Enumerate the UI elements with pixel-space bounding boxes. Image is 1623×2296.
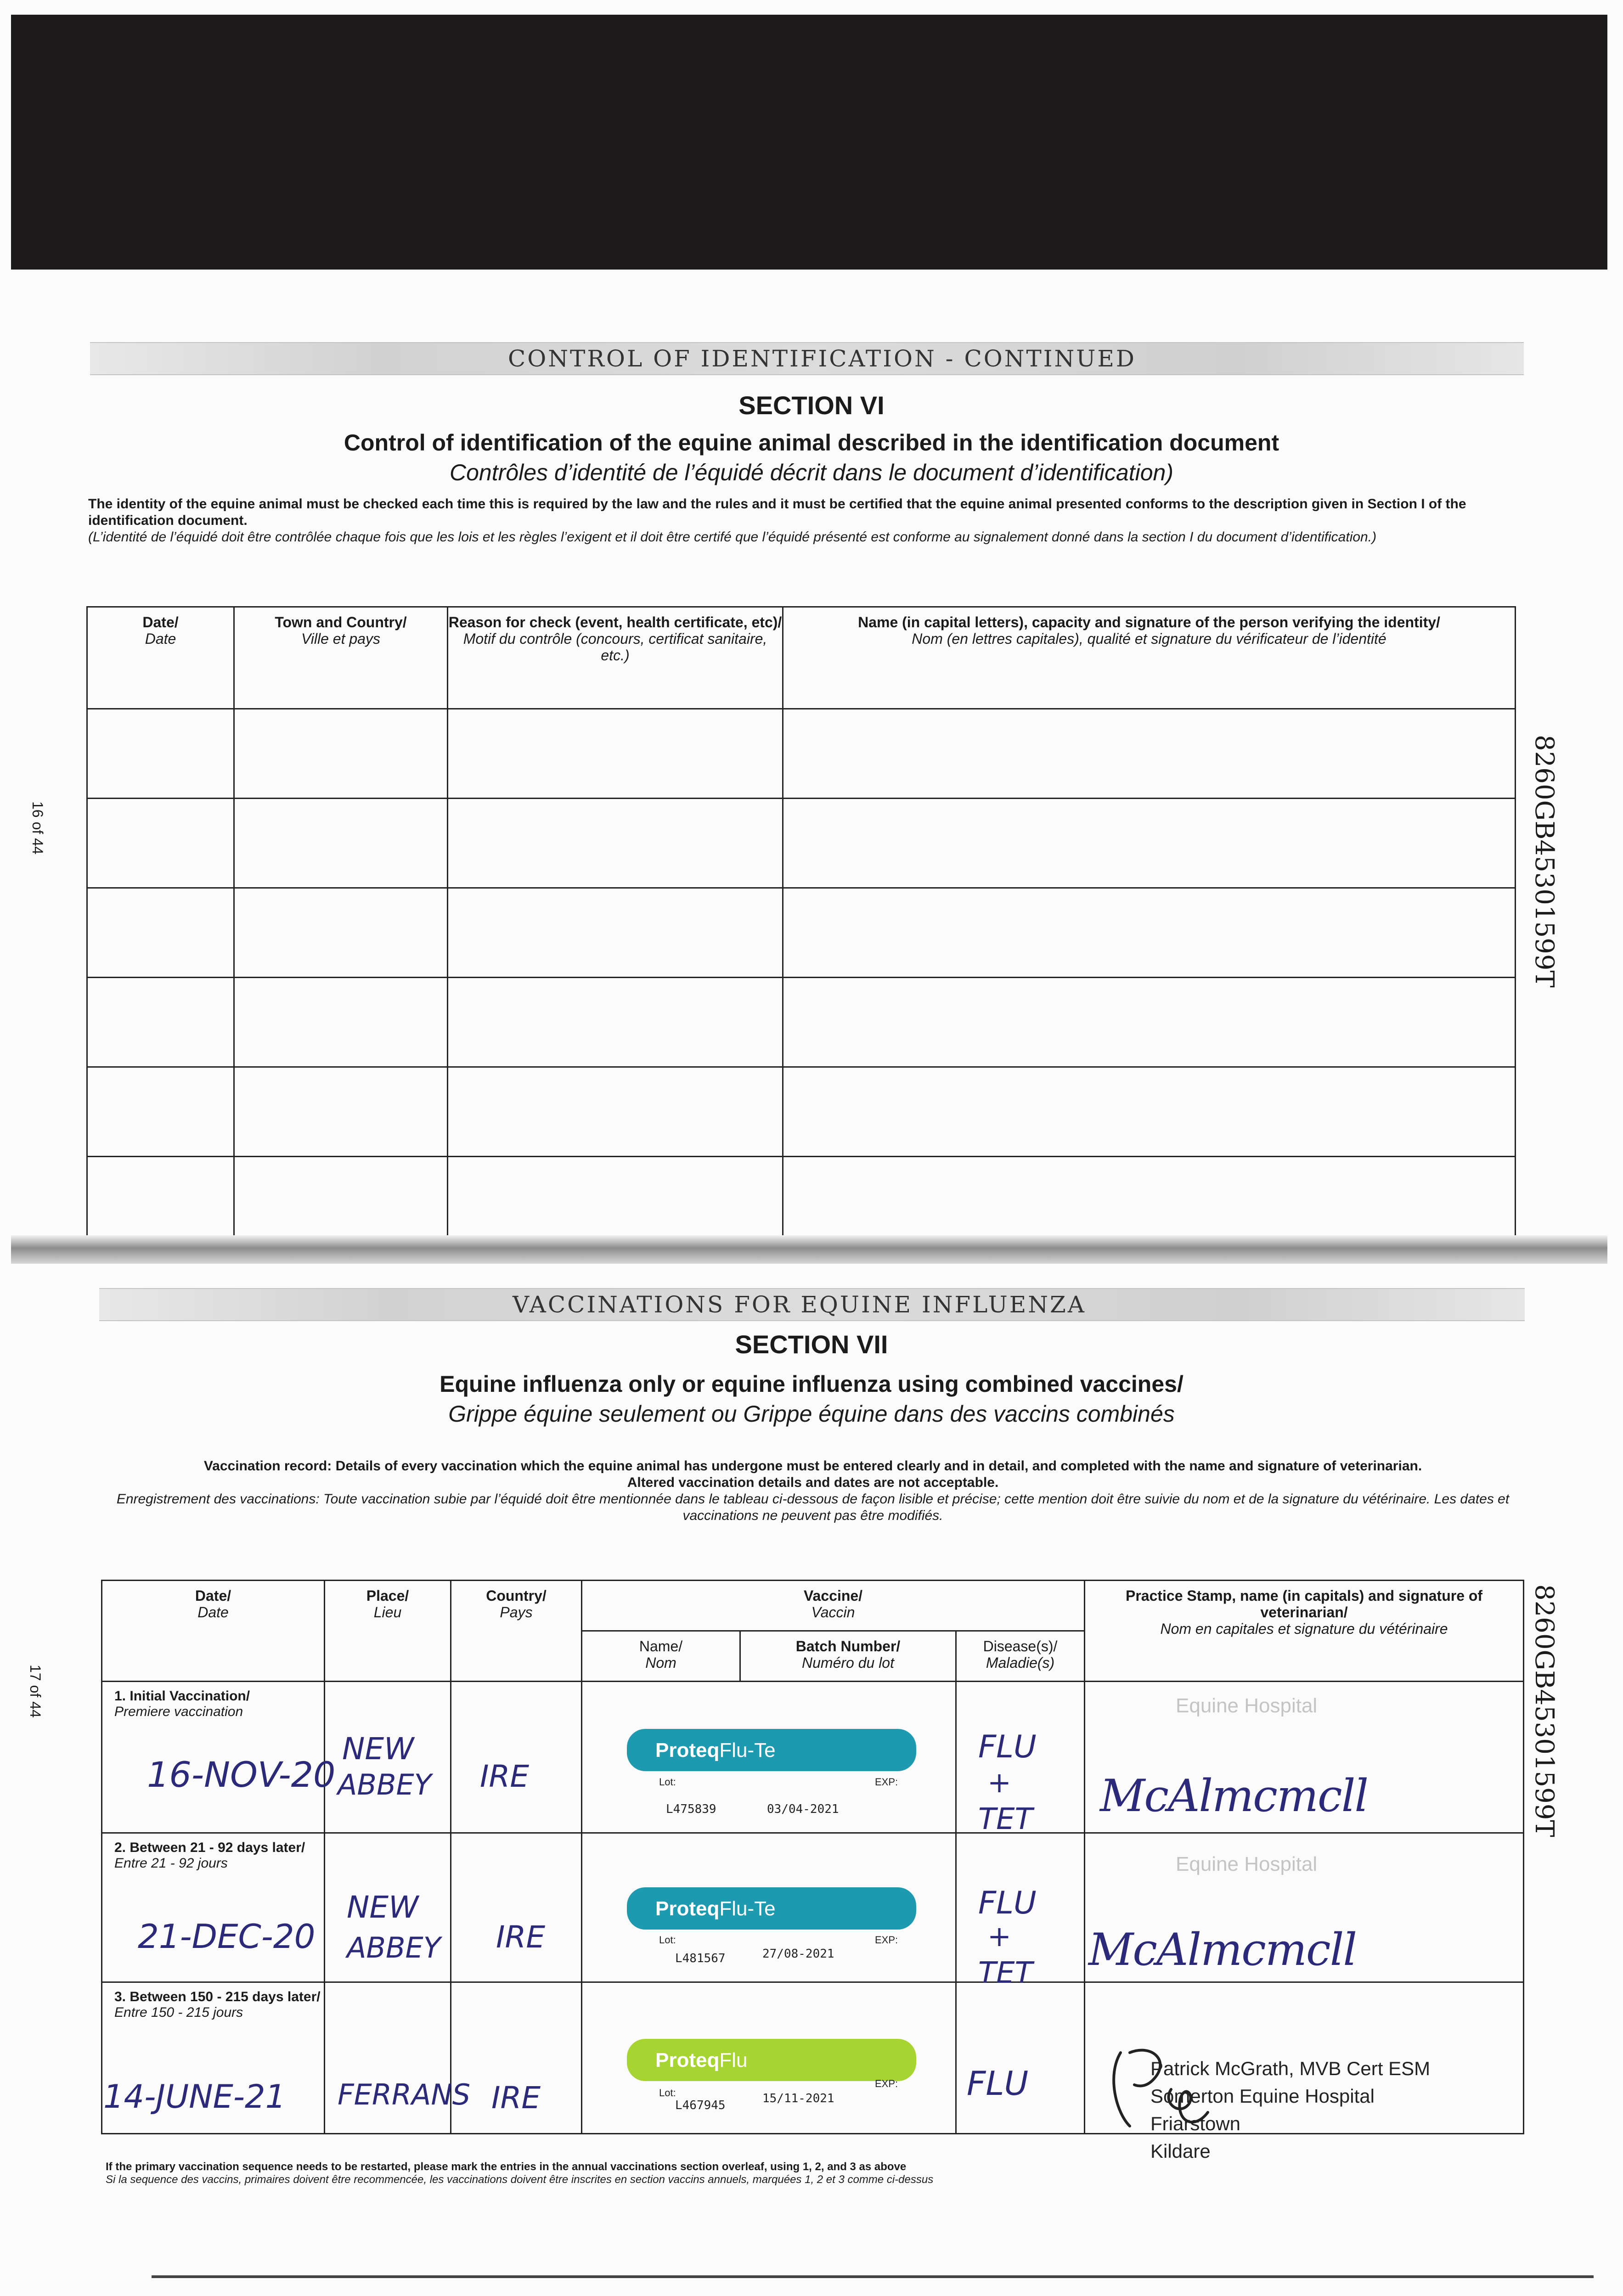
verifier-cell[interactable] xyxy=(783,709,1516,799)
row1-disease-3: TET xyxy=(978,1802,1033,1836)
col-practice-stamp: Practice Stamp, name (in capitals) and signature of veterinarian/ Nom en capitales et signature du vétérinaire xyxy=(1085,1581,1524,1682)
section6-subtitle: Contrôles d’identité de l’équidé décrit dans le document d’identification) xyxy=(450,460,1173,485)
lot-label: Lot: xyxy=(659,2087,676,2099)
town-cell[interactable] xyxy=(234,888,448,978)
section6-intro-en: The identity of the equine animal must be checked each time this is required by the law and the rules and it must be certified that the equine animal presented conforms to the description given in Section I of the identification document. xyxy=(88,496,1466,528)
reason-cell[interactable] xyxy=(448,709,783,799)
row1-country[interactable] xyxy=(451,1682,582,1833)
vet-signature xyxy=(1102,2034,1222,2135)
proteq-flu-sticker xyxy=(627,2039,916,2081)
proteq-flu-te-sticker-2 xyxy=(627,1887,916,1930)
row2-disease-2: + xyxy=(987,1919,1011,1953)
section7-intro-fr: Enregistrement des vaccinations: Toute vaccination subie par l’équidé doit être mentionnée dans le tableau ci-dessous de façon lisible et précise; cette mention doit être suivie du nom et de la signature du vétérinaire. Les dates et vaccinations ne peuvent pas être modifiés. xyxy=(116,1491,1510,1523)
col-vaccine: Vaccine/ Vaccin xyxy=(582,1581,1085,1631)
section6-intro-fr: (L’identité de l’équidé doit être contrôlée chaque fois que les lois et les règles l’exigent et il doit être certifé que l’équidé présenté est conforme au signalement donné dans la section I du document d’identification.) xyxy=(88,529,1377,545)
table-row xyxy=(87,799,1516,888)
col-batch-number: Batch Number/ Numéro du lot xyxy=(740,1631,956,1682)
row2-disease-3: TET xyxy=(978,1956,1033,1990)
bottom-rule xyxy=(152,2275,1594,2278)
row2-lot-number: L481567 xyxy=(675,1952,726,1965)
section6-banner-text: CONTROL OF IDENTIFICATION - CONTINUED xyxy=(508,345,1137,372)
col-town-country: Town and Country/ Ville et pays xyxy=(234,607,448,709)
redaction-bar xyxy=(11,15,1607,270)
row1-place-line2: ABBEY xyxy=(338,1768,432,1801)
verifier-cell[interactable] xyxy=(783,1157,1516,1242)
col-disease: Disease(s)/ Maladie(s) xyxy=(956,1631,1085,1682)
row1-exp-date: 03/04-2021 xyxy=(767,1802,839,1816)
town-cell[interactable] xyxy=(234,1157,448,1242)
section7-intro-en-1: Vaccination record: Details of every vaccination which the equine animal has undergone must be entered clearly and in detail, and completed with the name and signature of veterinarian. xyxy=(203,1458,1422,1474)
identity-check-table xyxy=(86,606,1516,1242)
verifier-cell[interactable] xyxy=(783,1067,1516,1157)
date-cell[interactable] xyxy=(87,978,234,1067)
row3-place-line1: FERRANS xyxy=(338,2078,471,2111)
reason-cell[interactable] xyxy=(448,799,783,888)
row2-disease-1: FLU xyxy=(978,1885,1037,1921)
section7-footer xyxy=(106,2161,1254,2186)
document-number-top: 8260GB45301599T xyxy=(1529,735,1559,988)
page-number-16: 16 of 44 xyxy=(29,801,46,855)
col-date: Date/ Date xyxy=(87,607,234,709)
vaccination-header-1 xyxy=(102,1581,1524,1631)
town-cell[interactable] xyxy=(234,978,448,1067)
col-vaccine-name: Name/ Nom xyxy=(582,1631,740,1682)
row2-place-line2: ABBEY xyxy=(347,1931,441,1964)
section6-title: Control of identification of the equine animal described in the identification document xyxy=(344,430,1279,456)
section7-intro xyxy=(101,1458,1525,1524)
exp-label: EXP: xyxy=(875,1776,898,1788)
vet-stamp-practice: Somerton Equine Hospital xyxy=(1150,2085,1375,2107)
row2-place-line1: NEW xyxy=(347,1890,419,1925)
col-verifier: Name (in capital letters), capacity and signature of the person verifying the identity/ Nom (en lettres capitales), qualité et signature du vérificateur de l’identité xyxy=(783,607,1516,709)
row3-disease-1: FLU xyxy=(967,2064,1029,2103)
verifier-cell[interactable] xyxy=(783,888,1516,978)
proteq-flu-te-sticker-1 xyxy=(627,1729,916,1771)
row2-exp-date: 27/08-2021 xyxy=(762,1947,834,1961)
page-number-17: 17 of 44 xyxy=(27,1665,44,1718)
col-reason: Reason for check (event, health certificate, etc)/ Motif du contrôle (concours, certificat sanitaire, etc.) xyxy=(448,607,783,709)
col-place: Place/ Lieu xyxy=(325,1581,451,1682)
row2-country-value: IRE xyxy=(496,1919,546,1955)
row3-label[interactable]: 3. Between 150 - 215 days later/ Entre 150 - 215 jours xyxy=(102,1982,325,2134)
row1-disease-2: + xyxy=(987,1766,1011,1799)
verifier-cell[interactable] xyxy=(783,799,1516,888)
footer-fr: Si la sequence des vaccins, primaires doivent être recommencée, les vaccinations doivent être inscrites en section vaccins annuels, marquées 1, 2 et 3 comme ci-dessus xyxy=(106,2173,934,2186)
vet-stamp-town: Friarstown xyxy=(1150,2113,1241,2134)
section7-title: Equine influenza only or equine influenza using combined vaccines/ xyxy=(440,1371,1183,1397)
row3-lot-number: L467945 xyxy=(675,2099,726,2112)
town-cell[interactable] xyxy=(234,799,448,888)
col-date: Date/ Date xyxy=(102,1581,325,1682)
row1-stamp-text: Equine Hospital xyxy=(1176,1694,1318,1717)
section7-subtitle: Grippe équine seulement ou Grippe équine dans des vaccins combinés xyxy=(448,1401,1175,1427)
town-cell[interactable] xyxy=(234,709,448,799)
vet-stamp-name: Patrick McGrath, MVB Cert ESM xyxy=(1150,2058,1431,2079)
row3-disease[interactable] xyxy=(956,1982,1085,2134)
row3-date: 14-JUNE-21 xyxy=(103,2078,286,2116)
section7-banner xyxy=(99,1288,1525,1321)
verifier-cell[interactable] xyxy=(783,978,1516,1067)
row1-label[interactable]: 1. Initial Vaccination/ Premiere vaccination xyxy=(102,1682,325,1833)
reason-cell[interactable] xyxy=(448,888,783,978)
exp-label: EXP: xyxy=(875,2078,898,2089)
reason-cell[interactable] xyxy=(448,978,783,1067)
row1-date: 16-NOV-20 xyxy=(147,1754,336,1795)
row2-date: 21-DEC-20 xyxy=(138,1917,316,1956)
vet-stamp-county: Kildare xyxy=(1150,2140,1211,2162)
identity-check-header xyxy=(87,607,1516,709)
date-cell[interactable] xyxy=(87,799,234,888)
lot-label: Lot: xyxy=(659,1934,676,1946)
row3-exp-date: 15/11-2021 xyxy=(762,2092,834,2105)
date-cell[interactable] xyxy=(87,888,234,978)
section6-banner xyxy=(90,342,1524,375)
reason-cell[interactable] xyxy=(448,1157,783,1242)
row1-place-line1: NEW xyxy=(342,1731,414,1767)
row2-country[interactable] xyxy=(451,1833,582,1982)
table-row xyxy=(87,709,1516,799)
footer-en: If the primary vaccination sequence needs to be restarted, please mark the entries in the annual vaccinations section overleaf, using 1, 2, and 3 as above xyxy=(106,2161,907,2173)
row1-disease-1: FLU xyxy=(978,1729,1037,1765)
table-row xyxy=(87,978,1516,1067)
section6-heading: SECTION VI xyxy=(738,391,885,420)
page-fold xyxy=(11,1235,1607,1264)
date-cell[interactable] xyxy=(87,1067,234,1157)
table-row xyxy=(87,1157,1516,1242)
lot-label: Lot: xyxy=(659,1776,676,1788)
row1-country-value: IRE xyxy=(480,1759,530,1794)
section6-intro xyxy=(88,496,1503,546)
row3-country-value: IRE xyxy=(491,2080,541,2116)
section7-banner-text: VACCINATIONS FOR EQUINE INFLUENZA xyxy=(513,1291,1086,1318)
date-cell[interactable] xyxy=(87,709,234,799)
row2-label[interactable]: 2. Between 21 - 92 days later/ Entre 21 - 92 jours xyxy=(102,1833,325,1982)
section7-intro-en-2: Altered vaccination details and dates are not acceptable. xyxy=(627,1475,999,1490)
table-row xyxy=(87,1067,1516,1157)
sticker-brand: ProteqFlu xyxy=(655,2049,748,2071)
section7-heading: SECTION VII xyxy=(735,1330,888,1359)
sticker-brand: ProteqFlu-Te xyxy=(655,1897,776,1920)
col-country: Country/ Pays xyxy=(451,1581,582,1682)
row1-signature: McAlmcmcll xyxy=(1100,1770,1368,1822)
row1-lot-number: L475839 xyxy=(666,1802,716,1816)
document-number-bottom: 8260GB45301599T xyxy=(1529,1584,1559,1837)
reason-cell[interactable] xyxy=(448,1067,783,1157)
exp-label: EXP: xyxy=(875,1934,898,1946)
table-row xyxy=(87,888,1516,978)
sticker-brand: ProteqFlu-Te xyxy=(655,1739,776,1761)
row2-stamp-text: Equine Hospital xyxy=(1176,1853,1318,1875)
date-cell[interactable] xyxy=(87,1157,234,1242)
town-cell[interactable] xyxy=(234,1067,448,1157)
row2-signature: McAlmcmcll xyxy=(1088,1924,1357,1975)
